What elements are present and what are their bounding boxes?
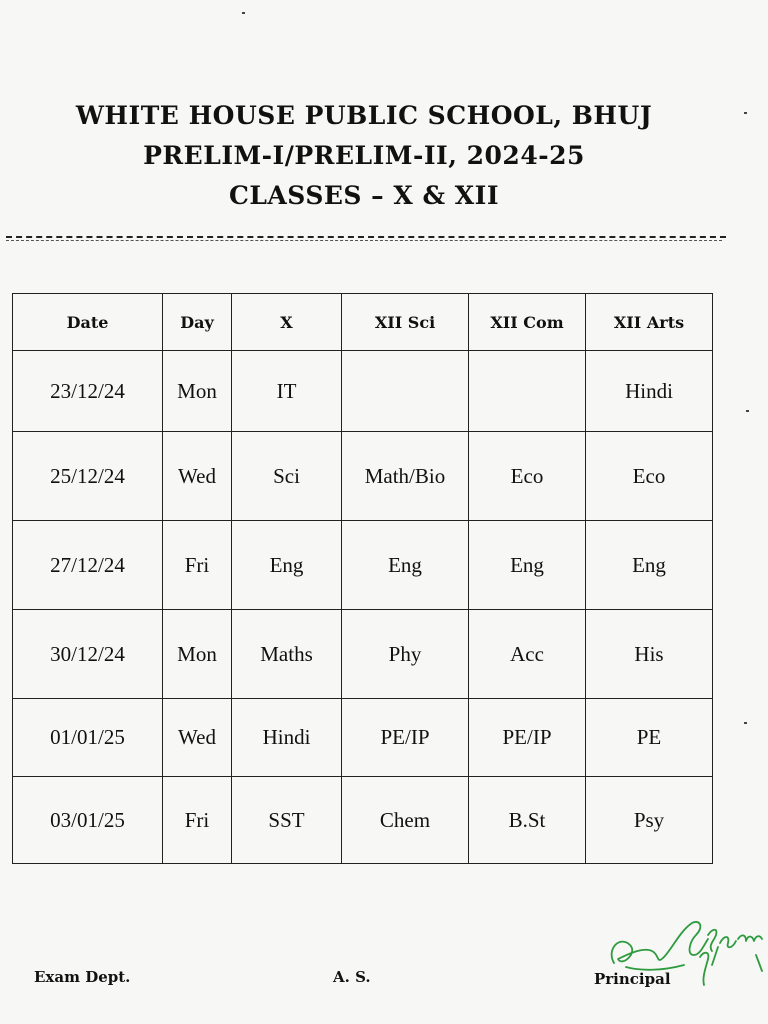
cell-date: 27/12/24 <box>13 521 163 610</box>
column-header-xii-arts: XII Arts <box>586 294 713 351</box>
cell-xii-sci: Math/Bio <box>342 432 469 521</box>
table-row <box>13 351 713 432</box>
cell-date: 30/12/24 <box>13 610 163 699</box>
cell-xii-sci: PE/IP <box>342 699 469 777</box>
cell-xii-com: B.St <box>469 777 586 864</box>
cell-day: Wed <box>163 432 232 521</box>
school-name: WHITE HOUSE PUBLIC SCHOOL, BHUJ <box>75 101 653 130</box>
cell-day: Fri <box>163 521 232 610</box>
cell-xii-arts: Eng <box>586 521 713 610</box>
cell-xii-sci: Chem <box>342 777 469 864</box>
cell-xii-arts: Hindi <box>586 351 713 432</box>
exam-title: PRELIM-I/PRELIM-II, 2024-25 <box>143 141 585 170</box>
cell-date: 03/01/25 <box>13 777 163 864</box>
cell-xii-arts: His <box>586 610 713 699</box>
cell-date: 25/12/24 <box>13 432 163 521</box>
cell-day: Mon <box>163 351 232 432</box>
cell-x: Hindi <box>232 699 342 777</box>
cell-x: SST <box>232 777 342 864</box>
principal-label: Principal <box>594 970 671 988</box>
table-row <box>13 777 713 864</box>
cell-xii-arts: Eco <box>586 432 713 521</box>
cell-x: Maths <box>232 610 342 699</box>
cell-xii-com: PE/IP <box>469 699 586 777</box>
table-row <box>13 432 713 521</box>
exam-dept-label: Exam Dept. <box>34 968 131 986</box>
column-header-x: X <box>232 294 342 351</box>
dashed-divider <box>6 236 726 238</box>
principal-signature <box>600 905 768 995</box>
cell-xii-com <box>469 351 586 432</box>
cell-xii-com: Eng <box>469 521 586 610</box>
table-row <box>13 521 713 610</box>
classes-title: CLASSES – X & XII <box>228 181 500 210</box>
cell-xii-sci <box>342 351 469 432</box>
cell-day: Wed <box>163 699 232 777</box>
cell-day: Fri <box>163 777 232 864</box>
cell-x: Eng <box>232 521 342 610</box>
cell-xii-com: Acc <box>469 610 586 699</box>
scan-speck <box>744 112 747 114</box>
cell-date: 23/12/24 <box>13 351 163 432</box>
cell-xii-arts: Psy <box>586 777 713 864</box>
exam-schedule-table <box>12 293 713 864</box>
scan-speck <box>744 722 747 724</box>
scan-speck <box>242 12 245 14</box>
table-header-row <box>13 294 713 351</box>
scan-speck <box>746 410 749 412</box>
initials-label: A. S. <box>333 968 371 986</box>
column-header-date: Date <box>13 294 163 351</box>
column-header-xii-sci: XII Sci <box>342 294 469 351</box>
dashed-divider-secondary <box>6 240 722 241</box>
table-row <box>13 699 713 777</box>
column-header-day: Day <box>163 294 232 351</box>
cell-date: 01/01/25 <box>13 699 163 777</box>
cell-xii-com: Eco <box>469 432 586 521</box>
document-header <box>0 96 728 216</box>
table-row <box>13 610 713 699</box>
cell-x: IT <box>232 351 342 432</box>
cell-x: Sci <box>232 432 342 521</box>
cell-day: Mon <box>163 610 232 699</box>
cell-xii-sci: Phy <box>342 610 469 699</box>
column-header-xii-com: XII Com <box>469 294 586 351</box>
cell-xii-arts: PE <box>586 699 713 777</box>
cell-xii-sci: Eng <box>342 521 469 610</box>
